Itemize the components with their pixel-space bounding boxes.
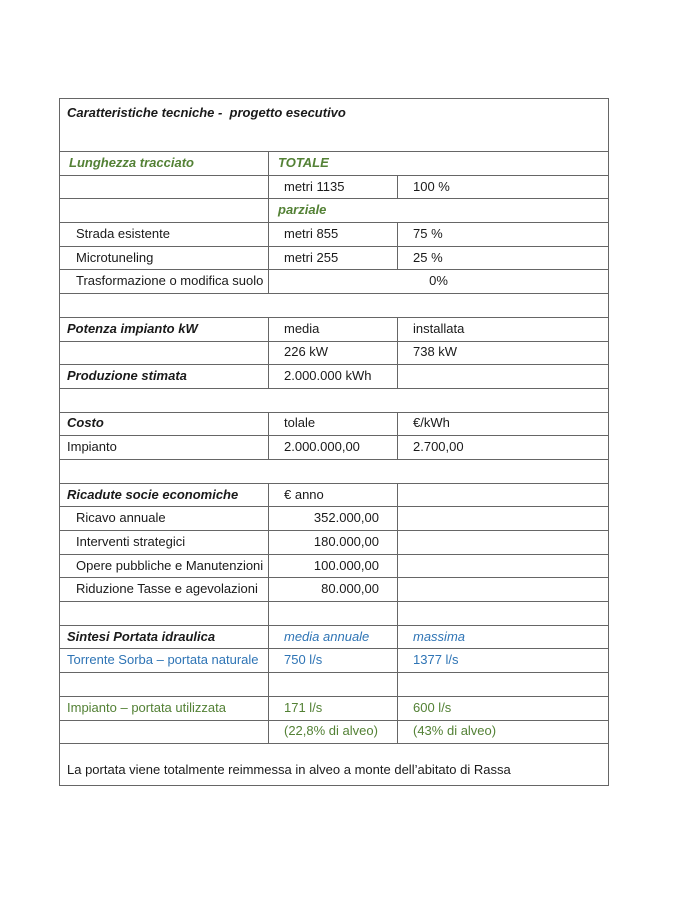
table-row [60,152,609,176]
empty-cell [60,175,269,199]
empty-cell [60,673,269,697]
table-row [60,317,609,341]
table-row [60,99,609,152]
table-row [60,294,609,318]
table-row [60,507,609,531]
strada-percent-value: 75 % [398,223,609,247]
table-row [60,199,609,223]
empty-cell [60,459,609,483]
costo-label: Costo [60,412,269,436]
empty-cell [398,483,609,507]
totale-label: TOTALE [269,152,609,176]
portata-utilizzata-label: Impianto – portata utilizzata [60,696,269,720]
media-annuale-header: media annuale [269,625,398,649]
empty-cell [269,602,398,626]
lunghezza-tracciato-label: Lunghezza tracciato [60,152,269,176]
impianto-label: Impianto [60,436,269,460]
microtuneling-percent-value: 25 % [398,246,609,270]
table-row [60,388,609,412]
table-row [60,554,609,578]
costo-totale-value: 2.000.000,00 [269,436,398,460]
strada-esistente-label: Strada esistente [60,223,269,247]
empty-cell [398,531,609,555]
ricavo-annuale-value: 352.000,00 [269,507,398,531]
massima-header: massima [398,625,609,649]
table-row [60,673,609,697]
opere-pubbliche-value: 100.000,00 [269,554,398,578]
ricadute-label: Ricadute socie economiche [60,483,269,507]
riduzione-tasse-label: Riduzione Tasse e agevolazioni [60,578,269,602]
costo-unitario-value: 2.700,00 [398,436,609,460]
empty-cell [398,507,609,531]
totale-metri-value: metri 1135 [269,175,398,199]
empty-cell [398,578,609,602]
microtuneling-metri-value: metri 255 [269,246,398,270]
produzione-stimata-label: Produzione stimata [60,365,269,389]
table-row [60,246,609,270]
empty-cell [60,294,609,318]
empty-cell [60,341,269,365]
table-row [60,223,609,247]
empty-cell [398,365,609,389]
interventi-strategici-label: Interventi strategici [60,531,269,555]
alveo-media-percent: (22,8% di alveo) [269,720,398,744]
potenza-installata-header: installata [398,317,609,341]
table-row [60,270,609,294]
ricavo-annuale-label: Ricavo annuale [60,507,269,531]
table-row [60,625,609,649]
potenza-impianto-label: Potenza impianto kW [60,317,269,341]
table-row [60,696,609,720]
potenza-installata-value: 738 kW [398,341,609,365]
empty-cell [60,602,269,626]
portata-utilizzata-massima-value: 600 l/s [398,696,609,720]
empty-cell [60,388,609,412]
empty-cell [398,602,609,626]
table-body [60,99,609,786]
table-row [60,459,609,483]
portata-utilizzata-media-value: 171 l/s [269,696,398,720]
potenza-media-value: 226 kW [269,341,398,365]
empty-cell [398,673,609,697]
empty-cell [60,720,269,744]
riduzione-tasse-value: 80.000,00 [269,578,398,602]
opere-pubbliche-label: Opere pubbliche e Manutenzioni [60,554,269,578]
table-row [60,602,609,626]
alveo-massima-percent: (43% di alveo) [398,720,609,744]
portata-naturale-massima-value: 1377 l/s [398,649,609,673]
technical-specs-table [59,98,609,786]
trasformazione-label: Trasformazione o modifica suolo [60,270,269,294]
produzione-stimata-value: 2.000.000 kWh [269,365,398,389]
table-row [60,578,609,602]
interventi-strategici-value: 180.000,00 [269,531,398,555]
table-row [60,365,609,389]
table-row [60,720,609,744]
table-row [60,436,609,460]
table-row [60,649,609,673]
parziale-label: parziale [269,199,609,223]
table-row [60,412,609,436]
empty-cell [269,673,398,697]
microtuneling-label: Microtuneling [60,246,269,270]
doc-title: Caratteristiche tecniche - progetto esecutivo [60,99,609,152]
torrente-sorba-label: Torrente Sorba – portata naturale [60,649,269,673]
potenza-media-header: media [269,317,398,341]
table-row [60,531,609,555]
table-row [60,175,609,199]
table-row [60,483,609,507]
totale-percent-value: 100 % [398,175,609,199]
sintesi-portata-label: Sintesi Portata idraulica [60,625,269,649]
empty-cell [398,554,609,578]
table-row [60,341,609,365]
euro-anno-header: € anno [269,483,398,507]
note-text: La portata viene totalmente reimmessa in alveo a monte dell’abitato di Rassa [60,744,609,786]
strada-metri-value: metri 855 [269,223,398,247]
empty-cell [60,199,269,223]
costo-unitario-header: €/kWh [398,412,609,436]
trasformazione-percent-value: 0% [269,270,609,294]
table-row [60,744,609,786]
portata-naturale-media-value: 750 l/s [269,649,398,673]
costo-totale-header: tolale [269,412,398,436]
